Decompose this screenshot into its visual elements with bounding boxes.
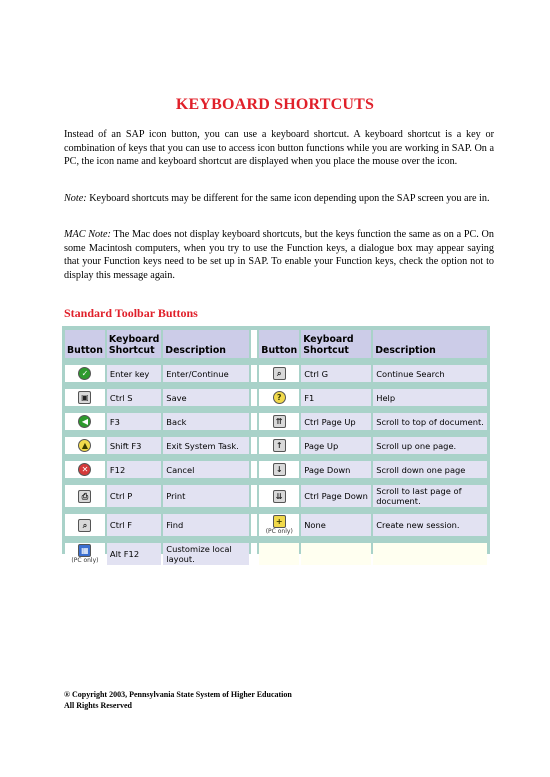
- shortcut-cell: Shift F3: [107, 437, 161, 454]
- description-cell: Back: [163, 413, 249, 430]
- customize-layout-icon: ▦: [78, 544, 91, 557]
- intro-paragraph: Instead of an SAP icon button, you can use a keyboard shortcut. A keyboard shortcut is a key or combination of keys that you can use to access icon button functions while you are working in SAP. On a PC, the icon name and keyboard shortcut are displayed when you place the mouse over the icon.: [64, 129, 494, 168]
- description-cell: Scroll to top of document.: [373, 413, 487, 430]
- description-cell: Save: [163, 389, 249, 406]
- shortcut-cell: Alt F12: [107, 543, 161, 565]
- header-shortcut-left: Keyboard Shortcut: [107, 330, 161, 358]
- shortcut-cell: Ctrl F: [107, 514, 161, 536]
- shortcut-cell: Page Down: [301, 461, 371, 478]
- description-cell: Scroll to last page of document.: [373, 485, 487, 507]
- description-cell: Enter/Continue: [163, 365, 249, 382]
- cancel-icon: ✕: [78, 463, 91, 476]
- shortcuts-table: [63, 328, 489, 567]
- shortcut-cell: Page Up: [301, 437, 371, 454]
- shortcut-cell: Ctrl Page Up: [301, 413, 371, 430]
- shortcut-cell: Ctrl P: [107, 485, 161, 507]
- header-shortcut-right: Keyboard Shortcut: [301, 330, 371, 358]
- empty-cell: [301, 543, 371, 565]
- description-cell: Continue Search: [373, 365, 487, 382]
- shortcuts-table-frame: [62, 326, 490, 564]
- shortcut-cell: None: [301, 514, 371, 536]
- copyright-footer: [64, 690, 292, 711]
- header-description-right: Description: [373, 330, 487, 358]
- description-cell: Scroll down one page: [373, 461, 487, 478]
- empty-cell: [373, 543, 487, 565]
- previous-page-icon: ↑: [273, 439, 286, 452]
- mac-note-text: The Mac does not display keyboard shortcuts, but the keys function the same as on a PC. On some Macintosh computers, when you try to use the Function keys, a dialogue box may appear saying that your Function keys need to be set up in SAP. To enable your Function keys, check the option not to display this message again.: [64, 229, 494, 281]
- print-icon: ⎙: [78, 490, 91, 503]
- table-row: [65, 437, 487, 454]
- table-row: [65, 365, 487, 382]
- table-row: [65, 389, 487, 406]
- pc-only-note: (PC only): [265, 528, 293, 535]
- header-button-right: Button: [259, 330, 299, 358]
- column-separator: [251, 330, 257, 358]
- check-icon: ✓: [78, 367, 91, 380]
- shortcut-cell: Ctrl S: [107, 389, 161, 406]
- description-cell: Customize local layout.: [163, 543, 249, 565]
- table-row: [65, 543, 487, 565]
- table-row: [65, 413, 487, 430]
- save-icon: ▣: [78, 391, 91, 404]
- shortcut-cell: Enter key: [107, 365, 161, 382]
- last-page-icon: ⇊: [273, 490, 286, 503]
- description-cell: Cancel: [163, 461, 249, 478]
- note-text: Keyboard shortcuts may be different for the same icon depending upon the SAP screen you are in.: [86, 193, 490, 204]
- find-next-icon: ⌕: [273, 367, 286, 380]
- exit-icon: ▲: [78, 439, 91, 452]
- next-page-icon: ↓: [273, 463, 286, 476]
- description-cell: Scroll up one page.: [373, 437, 487, 454]
- description-cell: Print: [163, 485, 249, 507]
- mac-note-paragraph: [64, 228, 494, 282]
- description-cell: Help: [373, 389, 487, 406]
- back-icon: ◀: [78, 415, 91, 428]
- table-row: [65, 485, 487, 507]
- header-description-left: Description: [163, 330, 249, 358]
- page-title: KEYBOARD SHORTCUTS: [175, 96, 375, 113]
- section-title: Standard Toolbar Buttons: [64, 306, 198, 320]
- help-icon: ?: [273, 391, 286, 404]
- empty-cell: [259, 543, 299, 565]
- note-paragraph: [64, 192, 494, 206]
- shortcut-cell: F3: [107, 413, 161, 430]
- shortcut-cell: Ctrl G: [301, 365, 371, 382]
- mac-note-label: MAC Note:: [64, 229, 111, 240]
- description-cell: Create new session.: [373, 514, 487, 536]
- description-cell: Find: [163, 514, 249, 536]
- copyright-line: ® Copyright 2003, Pennsylvania State System of Higher Education: [64, 690, 292, 699]
- table-row: [65, 514, 487, 536]
- rights-line: All Rights Reserved: [64, 700, 132, 710]
- shortcut-cell: F1: [301, 389, 371, 406]
- new-session-icon: +: [273, 515, 286, 528]
- note-label: Note:: [64, 193, 87, 204]
- shortcut-cell: Ctrl Page Down: [301, 485, 371, 507]
- description-cell: Exit System Task.: [163, 437, 249, 454]
- shortcut-cell: F12: [107, 461, 161, 478]
- first-page-icon: ⇈: [273, 415, 286, 428]
- pc-only-note: (PC only): [71, 557, 99, 564]
- table-row: [65, 461, 487, 478]
- find-icon: ⌕: [78, 519, 91, 532]
- header-button-left: Button: [65, 330, 105, 358]
- table-header-row: [65, 330, 487, 358]
